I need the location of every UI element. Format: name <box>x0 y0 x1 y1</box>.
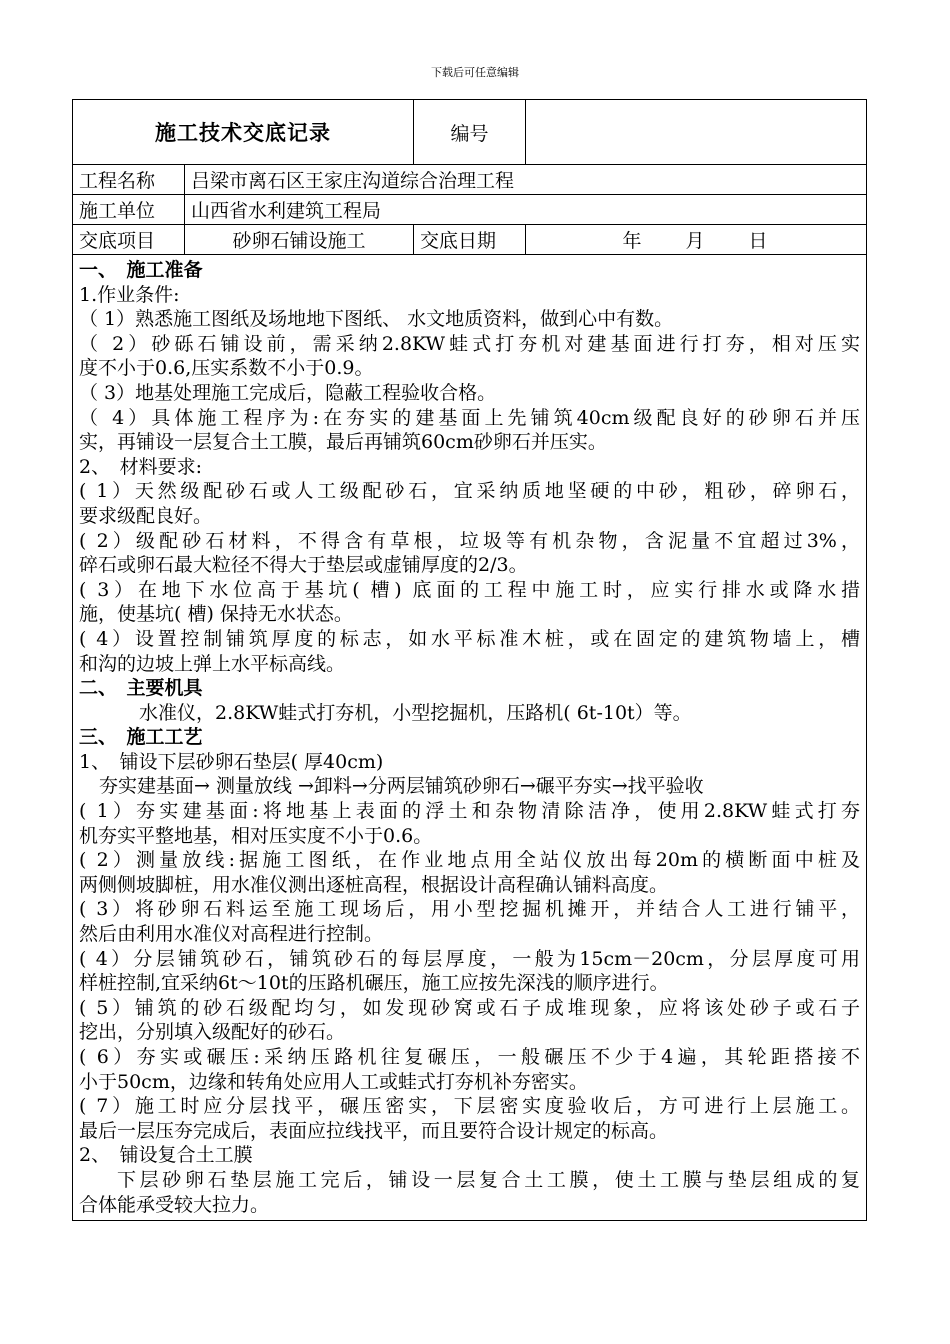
item-label: 交底项目 <box>73 225 185 255</box>
body-line: 1、 铺设下层砂卵石垫层( 厚40cm) <box>79 750 384 773</box>
body-line: 合体能承受较大拉力。 <box>79 1193 270 1216</box>
body-line: 最后一层压夯完成后，表面应拉线找平，而且要符合设计规定的标高。 <box>79 1119 669 1142</box>
unit-row <box>73 195 867 225</box>
body-line: 1.作业条件: <box>79 283 180 306</box>
section-heading: 一、 施工准备 <box>79 259 203 281</box>
item-value: 砂卵石铺设施工 <box>185 225 414 255</box>
body-line: ( 5）铺筑的砂石级配均匀，如发现砂窝或石子成堆现象，应将该处砂子或石子 <box>79 996 860 1019</box>
body-line: 碎石或卵石最大粒径不得大于垫层或虚铺厚度的2/3。 <box>79 554 528 577</box>
body-line: 小于50cm，边缘和转角处应用人工或蛙式打夯机补夯密实。 <box>79 1070 588 1093</box>
title-row <box>73 100 867 165</box>
body-line: 度不小于0.6,压实系数不小于0.9。 <box>79 357 374 380</box>
body-line: ( 1）夯实建基面:将地基上表面的浮土和杂物清除洁净，使用2.8KW蛙式打夯 <box>79 800 860 823</box>
date-label: 交底日期 <box>414 225 526 255</box>
body-line: 下层砂卵石垫层施工完后，铺设一层复合土工膜，使土工膜与垫层组成的复 <box>117 1168 860 1191</box>
body-line: （ 4）具体施工程序为:在夯实的建基面上先铺筑40cm级配良好的砂卵石并压 <box>79 406 860 429</box>
body-line: 2、 材料要求: <box>79 455 202 478</box>
section-heading: 三、 施工工艺 <box>79 726 203 749</box>
body-line: （ 2）砂砾石铺设前，需采纳2.8KW蛙式打夯机对建基面进行打夯，相对压实 <box>79 332 860 355</box>
body-line: ( 1）天然级配砂石或人工级配砂石，宜采纳质地坚硬的中砂，粗砂，碎卵石， <box>79 480 860 503</box>
body-line: 2、 铺设复合土工膜 <box>79 1144 253 1167</box>
body-line: 机夯实平整地基，相对压实度不小于0.6。 <box>79 824 433 847</box>
body-line: 两侧侧坡脚桩，用水准仪测出逐桩高程，根据设计高程确认铺料高度。 <box>79 873 669 896</box>
project-name-row <box>73 165 867 195</box>
body-line: 和沟的边坡上弹上水平标高线。 <box>79 652 346 675</box>
body-line: ( 3）在地下水位高于基坑( 槽) 底面的工程中施工时，应实行排水或降水措 <box>79 578 860 601</box>
unit-value: 山西省水利建筑工程局 <box>185 195 867 225</box>
body-line: （ 1）熟悉施工图纸及场地地下图纸、 水文地质资料，做到心中有数。 <box>79 308 674 331</box>
body-line: 挖出，分别填入级配好的砂石。 <box>79 1021 346 1044</box>
section-heading: 二、 主要机具 <box>79 677 203 700</box>
body-line: 实，再铺设一层复合土工膜，最后再铺筑60cm砂卵石并压实。 <box>79 431 607 454</box>
record-title: 施工技术交底记录 <box>73 100 414 165</box>
body-line: ( 4）分层铺筑砂石，铺筑砂石的每层厚度，一般为15cm－20cm，分层厚度可用 <box>79 947 860 970</box>
number-value[interactable] <box>526 100 867 165</box>
body-row <box>73 255 867 1221</box>
body-line: 要求级配良好。 <box>79 504 213 527</box>
body-line: ( 4）设置控制铺筑厚度的标志，如水平标准木桩，或在固定的建筑物墙上，槽 <box>79 627 860 650</box>
body-line: （ 3）地基处理施工完成后，隐蔽工程验收合格。 <box>79 381 497 404</box>
body-line: 施，使基坑( 槽) 保持无水状态。 <box>79 603 353 626</box>
date-value: 年 月 日 <box>526 225 867 255</box>
top-note: 下载后可任意编辑 <box>431 66 519 79</box>
body-line: ( 3）将砂卵石料运至施工现场后，用小型挖掘机摊开，并结合人工进行铺平， <box>79 898 860 921</box>
body-line: 然后由利用水准仪对高程进行控制。 <box>79 923 384 946</box>
body-line: 水准仪，2.8KW蛙式打夯机，小型挖掘机，压路机( 6t-10t）等。 <box>139 701 692 724</box>
body-line: 夯实建基面→ 测量放线 →卸料→分两层铺筑砂卵石→碾平夯实→找平验收 <box>99 775 704 798</box>
project-name-label: 工程名称 <box>73 165 185 195</box>
body-line: 样桩控制,宜采纳6t～10t的压路机碾压，施工应按先深浅的顺序进行。 <box>79 972 669 995</box>
unit-label: 施工单位 <box>73 195 185 225</box>
body-line: ( 2）测量放线:据施工图纸，在作业地点用全站仪放出每20m的横断面中桩及 <box>79 849 860 872</box>
project-name-value: 吕梁市离石区王家庄沟道综合治理工程 <box>185 165 867 195</box>
body-line: ( 2）级配砂石材料，不得含有草根，垃圾等有机杂物，含泥量不宜超过3%， <box>79 529 860 552</box>
item-row <box>73 225 867 255</box>
body-line: ( 6）夯实或碾压:采纳压路机往复碾压，一般碾压不少于4遍，其轮距搭接不 <box>79 1046 860 1068</box>
body-line: ( 7）施工时应分层找平，碾压密实，下层密实度验收后，方可进行上层施工。 <box>79 1095 860 1118</box>
number-label: 编号 <box>414 100 526 165</box>
body-content <box>73 255 867 1221</box>
record-table <box>72 99 867 1221</box>
